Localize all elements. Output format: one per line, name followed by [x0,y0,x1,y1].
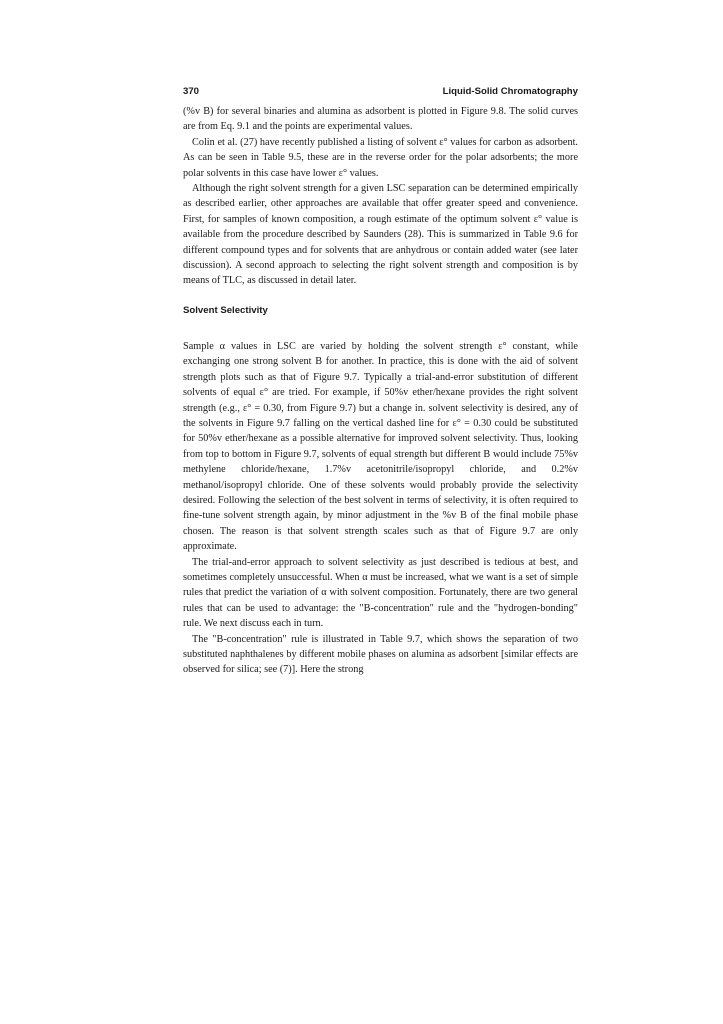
section-heading: Solvent Selectivity [183,304,268,316]
paragraph: The trial-and-error approach to solvent selectivity as just described is tedious at best, and sometimes completely unsuccessful. When α must be increased, what we want is a set of simple rules that predict the variation of α with solvent composition. Fortunately, there are two general rules that can be used to advantage: the "B-concentration" rule and the "hydrogen-bonding" rule. We next discuss each in turn. [183,556,578,630]
paragraph: Although the right solvent strength for a given LSC separation can be determined empirically as described earlier, other approaches are available that offer greater speed and convenience. First, for samples of known composition, a rough estimate of the optimum solvent ε° value is available from the procedure described by Saunders (28). This is summarized in Table 9.6 for different compound types and for solvents that are anhydrous or contain added water (see later discussion). A second approach to selecting the right solvent strength and composition is by means of TLC, as discussed in detail later. [183,183,578,287]
paragraph: The "B-concentration" rule is illustrated in Table 9.7, which shows the separation of two substituted naphthalenes by different mobile phases on alumina as adsorbent [similar effects are observed for silica; see (7)]. Here the strong [183,633,578,676]
running-head [183,86,578,104]
paragraph: (%v B) for several binaries and alumina as adsorbent is plotted in Figure 9.8. The solid curves are from Eq. 9.1 and the points are experimental values. [183,106,578,133]
paragraph: Sample α values in LSC are varied by holding the solvent strength ε° constant, while exchanging one strong solvent B for another. In practice, this is done with the aid of solvent strength plots such as that of Figure 9.7. Typically a trial-and-error substitution of different solvents of equal ε° are tried. For example, if 50%v ether/hexane provides the right solvent strength (e.g., ε° = 0.30, from Figure 9.7) but a change in. solvent selectivity is desired, any of the solvents in Figure 9.7 falling on the vertical dashed line for ε° = 0.30 could be substituted for 50%v ether/hexane as a possible alternative for improved solvent selectivity. Thus, looking from top to bottom in Figure 9.7, solvents of equal strength but different B would include 75%v methylene chloride/hexane, 1.7%v acetonitrile/isopropyl chloride, and 0.2%v methanol/isopropyl chloride. One of these solvents would probably provide the selectivity desired. Following the selection of the best solvent in terms of selectivity, it is often required to fine-tune solvent strength again, by minor adjustment in the %v B of the final mobile phase chosen. The reason is that solvent strength scales such as that of Figure 9.7 are only approximate. [183,340,578,553]
body-text [183,104,578,678]
paragraph: Colin et al. (27) have recently published a listing of solvent ε° values for carbon as adsorbent. As can be seen in Table 9.5, these are in the reverse order for the polar adsorbents; the more polar solvents in this case have lower ε° values. [183,136,578,179]
running-title: Liquid-Solid Chromatography [442,86,578,97]
book-page [183,86,578,678]
page-number: 370 [183,86,200,97]
